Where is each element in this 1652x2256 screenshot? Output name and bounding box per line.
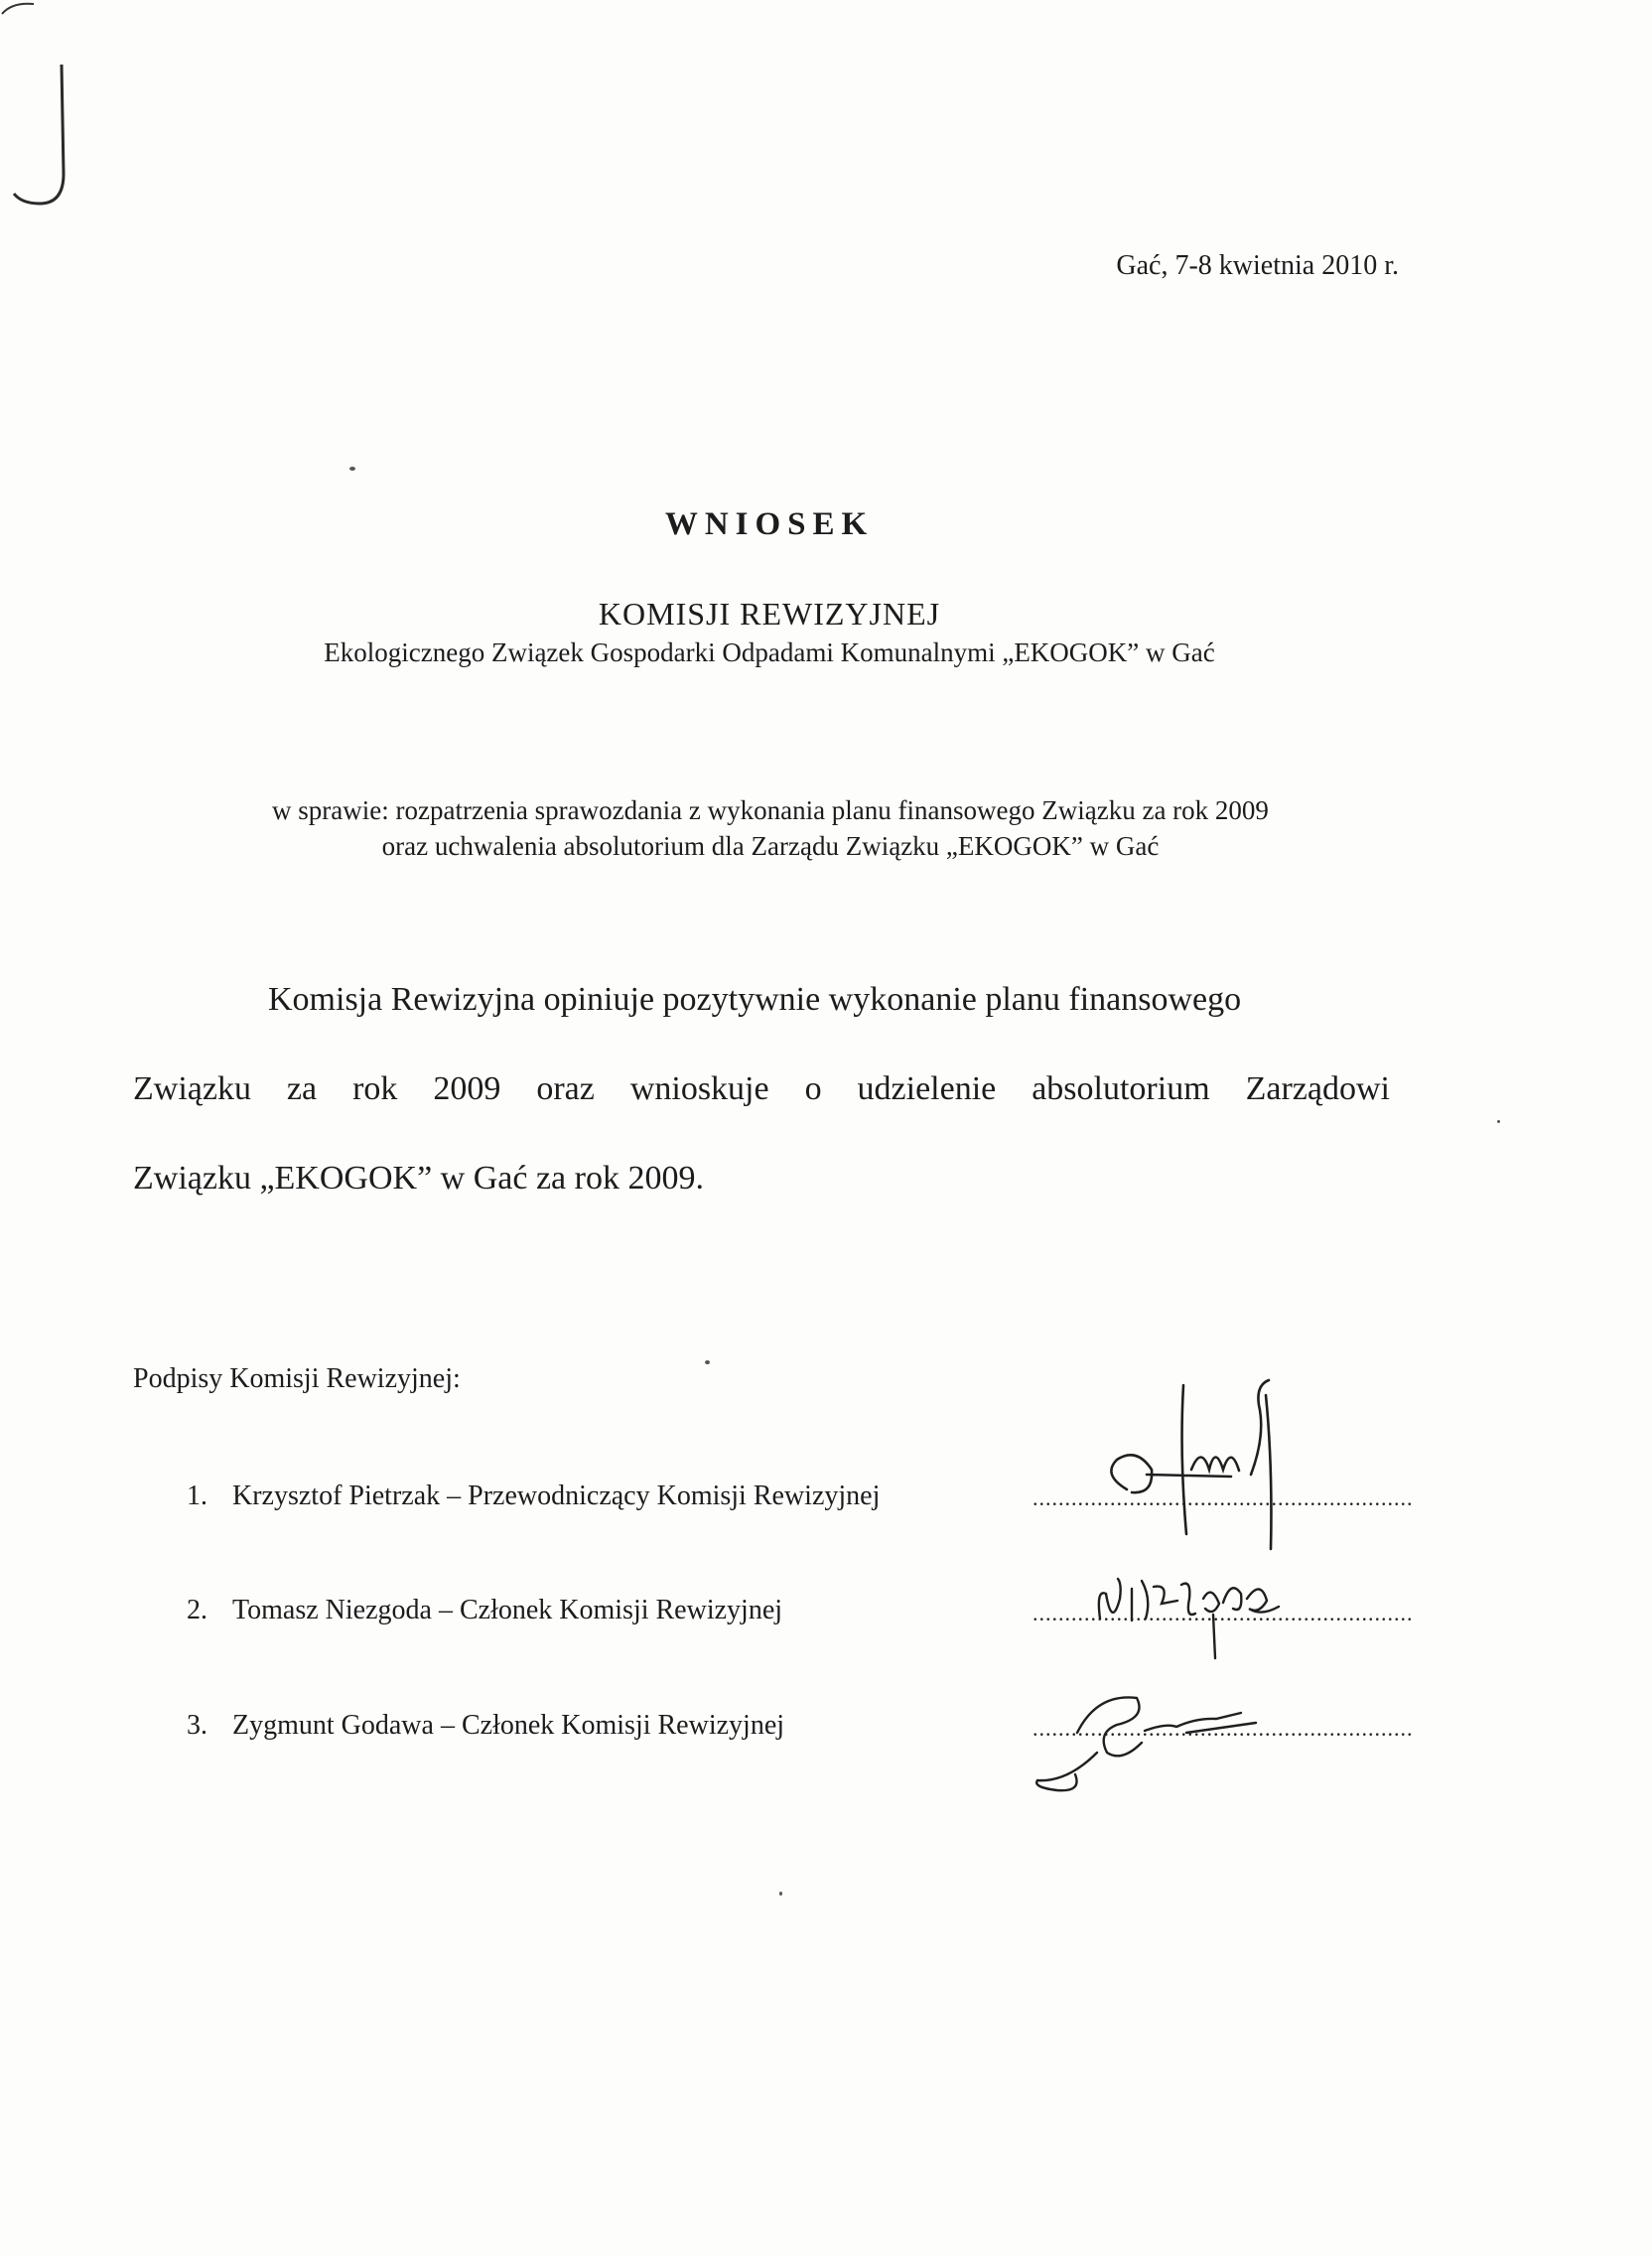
- handwritten-signature-2: [1092, 1559, 1330, 1668]
- scan-speck: [779, 1892, 782, 1896]
- signature-line: ...........................................................: [1032, 1485, 1414, 1510]
- document-subtitle: KOMISJI REWIZYJNEJ: [598, 596, 941, 632]
- handwritten-signature-1: [1092, 1375, 1320, 1554]
- matter-section: [151, 792, 1390, 864]
- signature-line: ...........................................................: [1032, 1601, 1414, 1625]
- body-line-1: Komisja Rewizyjna opiniuje pozytywnie wykonanie planu finansowego: [268, 981, 1242, 1018]
- signer-name-role: Tomasz Niezgoda – Członek Komisji Rewizyjnej: [232, 1595, 783, 1625]
- matter-line-2: oraz uchwalenia absolutorium dla Zarządu Związku „EKOGOK” w Gać: [381, 831, 1160, 861]
- document-date: Gać, 7-8 kwietnia 2010 r.: [1116, 250, 1399, 281]
- signer-number: 1.: [187, 1480, 207, 1511]
- scan-corner-mark: [0, 0, 40, 20]
- signer-name-role: Krzysztof Pietrzak – Przewodniczący Komisji Rewizyjnej: [232, 1480, 881, 1511]
- scan-speck: [349, 467, 355, 471]
- body-line-2: Związku za rok 2009 oraz wnioskuje o udzielenie absolutorium Zarządowi: [133, 1070, 1390, 1107]
- signatures-heading: Podpisy Komisji Rewizyjnej:: [133, 1363, 461, 1394]
- signer-row: [187, 1480, 880, 1512]
- signer-name-role: Zygmunt Godawa – Członek Komisji Rewizyjnej: [232, 1710, 785, 1741]
- signer-row: [187, 1595, 782, 1626]
- body-line-3: Związku „EKOGOK” w Gać za rok 2009.: [133, 1160, 704, 1197]
- matter-line-1: w sprawie: rozpatrzenia sprawozdania z wykonania planu finansowego Związku za rok 2009: [272, 795, 1269, 825]
- scan-speck: [1497, 1120, 1500, 1123]
- scan-speck: [705, 1360, 710, 1364]
- signer-row: [187, 1710, 784, 1742]
- handwritten-signature-3: [1028, 1663, 1266, 1802]
- binder-hole-mark: [10, 55, 79, 213]
- organization-name: Ekologicznego Związek Gospodarki Odpadami Komunalnymi „EKOGOK” w Gać: [324, 637, 1215, 667]
- signer-number: 3.: [187, 1710, 207, 1741]
- signer-number: 2.: [187, 1595, 207, 1625]
- document-title: WNIOSEK: [664, 506, 875, 542]
- signature-line: ...........................................................: [1032, 1716, 1414, 1741]
